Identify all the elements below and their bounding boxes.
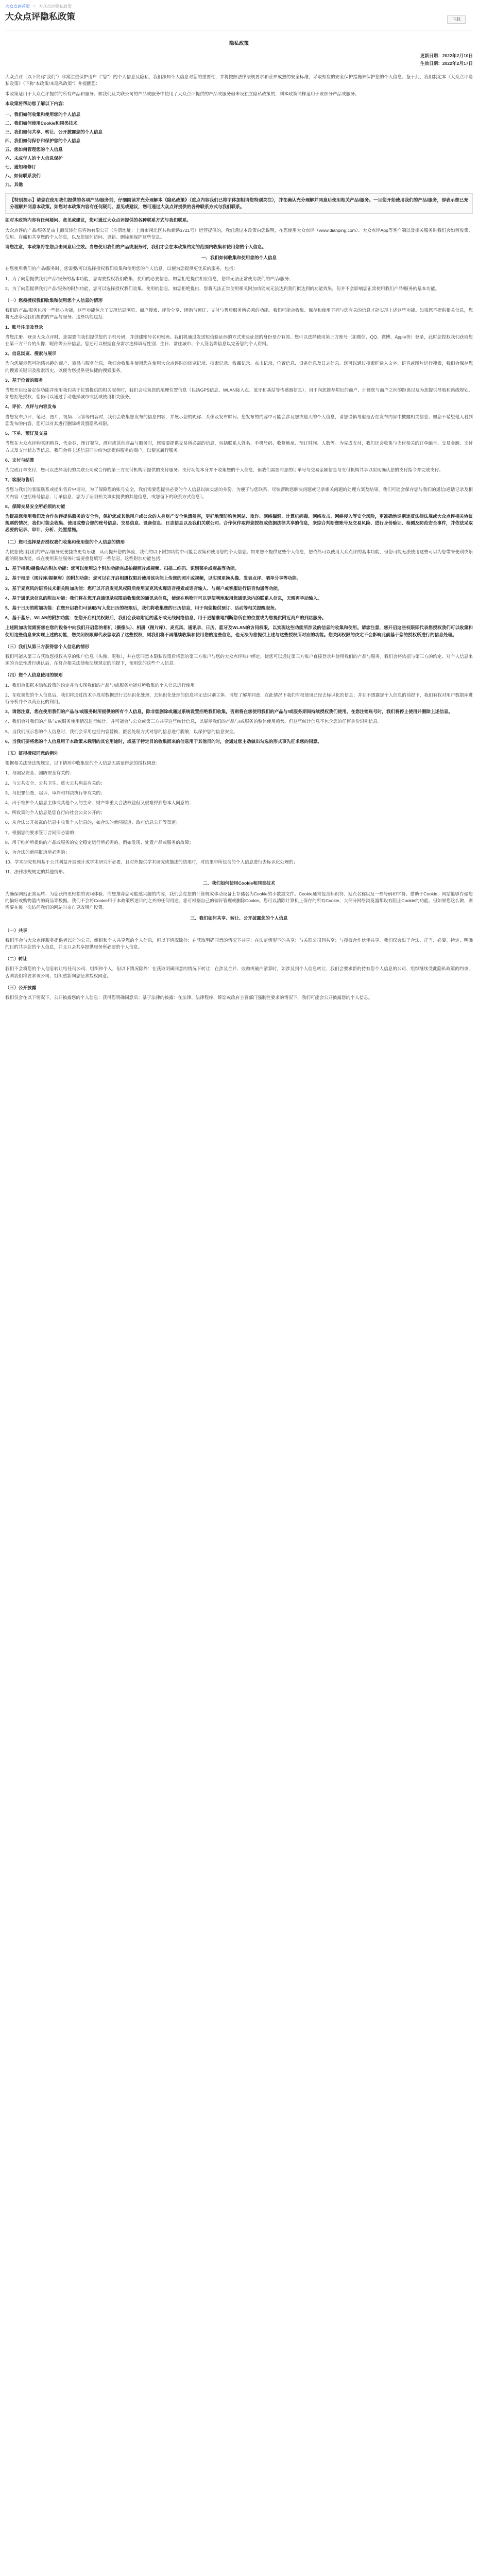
subsection-title: （四）您个人信息使用的规则	[5, 672, 63, 678]
section-text: 我们不会将您的个人信息转让给任何公司、组织和个人，但以下情况除外：在获取明确同意的情况下转让；在涉及合并、收购或破产清算时，如涉及到个人信息转让，我们会要求新的持有您个人信息的公司、组织继续受此隐私政策的约束，否则我们将要求该公司、组织重新向您征求授权同意。	[5, 966, 473, 978]
update-date: 更新日期：2022年2月10日	[420, 53, 473, 59]
policy-dates	[5, 52, 473, 67]
subsection-title: （二）转让	[5, 956, 27, 962]
table-of-contents	[5, 110, 473, 189]
notice-contact-paragraph: 如对本政策内容有任何疑问、意见或建议，您可通过大众点评提供的各种联系方式与我们联系。	[5, 217, 191, 223]
list-item: 6、基于蓝牙、WLAN的附加功能：在您开启相关权限后，我们会获取附近的蓝牙或无线网络信息，用于更精准地判断您所在的位置或为您提供附近商户的到店服务。	[5, 615, 327, 621]
toc-item[interactable]: 六、未成年人的个人信息保护	[5, 156, 63, 161]
permission-note: 上述附加功能需要您在您的设备中向我们开启您的相机（摄像头）、相册（图片库）、麦克风、通讯录、日历、蓝牙及WLAN的访问权限，以实现这些功能所涉及的信息的收集和使用。请您注意，您开启这些权限即代表您授权我们可以收集和使用这些信息来实现上述的功能，您关闭权限即代表您取消了这些授权，则我们将不再继续收集和使用您的这些信息，也无法为您提供上述与这些授权所对应的功能。您关闭权限的决定不会影响此前基于您的授权所进行的信息处理。	[5, 625, 473, 637]
breadcrumb-home-link[interactable]: 大众点评首页	[5, 4, 30, 9]
intro-paragraph: 本政策适用于大众点评提供的所有产品和服务。如我们及关联公司的产品或服务中使用了大众点评提供的产品或服务但未设独立隐私政策的，则本政策同样适用于该部分产品或服务。	[5, 91, 360, 96]
item-text: 为向您展示您可能感兴趣的商户、商品与服务信息，我们会收集并使用您在使用大众点评时的浏览记录、搜索记录、收藏记录、点击记录、位置信息、设备信息及日志信息。您可以通过搜索框输入文字、语音或图片进行搜索，我们会保存您的搜索关键词及搜索历史，以便为您提供更快捷的搜索服务。	[5, 361, 473, 373]
list-item: 3、与犯罪侦查、起诉、审判和判决执行等有关的；	[5, 790, 105, 795]
toc-item[interactable]: 八、如何联系我们	[5, 173, 41, 179]
list-item: 4、我们会对我们的产品与/或服务使用情况进行统计，并可能会与公众或第三方共享这些统计信息，以展示我们的产品与/或服务的整体使用趋势。但这些统计信息不包含您的任何身份识别信息。	[5, 719, 382, 724]
breadcrumb	[5, 3, 74, 10]
item-text: 当您注册、登录大众点评时，您需要向我们提供您的手机号码，并创建账号名和密码。我们将通过发送短信验证码的方式来验证您的身份是否有效。您可以选择使用第三方账号（如微信、QQ、微博、Apple等）登录，此时您授权我们获取您在第三方平台的头像、昵称等公开信息。您还可以根据自身需求选择填写性别、生日、常住城市、个人签名等信息以完善您的个人资料。	[5, 334, 473, 347]
list-item: 7、根据您的要求签订合同所必需的；	[5, 829, 79, 835]
subsection-text: 我们可能从第三方获取您授权共享的账户信息（头像、昵称），并在您同意本隐私政策后将您的第三方账户与您的大众点评账户绑定，使您可以通过第三方账户直接登录并使用我们的产品与服务。我们会将依据与第三方的约定、对个人信息来源的合法性进行确认后，在符合相关法律和法规规定的前提下，使用您的这些个人信息。	[5, 653, 473, 666]
list-item: 1、为了向您提供我们产品/服务的基本功能，您需要授权我们收集、使用的必要信息。如您拒绝提供相应信息，您将无法正常使用我们的产品/服务；	[5, 276, 294, 281]
subsection-title: （二）您可选择是否授权我们收集和使用您的个人信息的情形	[5, 539, 125, 545]
list-item: 5、基于日历的附加功能：在您开启我们可读取/写入您日历的权限后，我们将收集您的日历信息，用于向您提供预订、活动等相关提醒服务。	[5, 605, 279, 611]
list-item: 3、请您注意，您在使用我们的产品与/或服务时所提供的所有个人信息，除非您删除或通过系统设置拒绝我们收集，否则将在您使用我们的产品与/或服务期间持续授权我们使用。在您注销账号时，我们将停止使用并删除上述信息。	[5, 709, 453, 715]
list-item: 4、基于通讯录信息的附加功能：我们将在您开启通讯录权限后收集您的通讯录信息，使您在购物时可以更便利地取用您通讯录内的联系人信息，无需再手动输入。	[5, 595, 322, 601]
agreement-paragraph: 请您注意，本政策将在您点击同意后生效。当您使用我们的产品或服务时，我们才会在本政策约定的范围内收集和使用您的个人信息。	[5, 244, 267, 250]
toc-item[interactable]: 五、您如何管理您的个人信息	[5, 147, 63, 152]
company-paragraph: 大众点评的产品/服务是由上海汉涛信息咨询有限公司（注册地址：上海市闸北区共和新路1721号）运营提供的，我们通过本政策向您说明，在您使用大众点评（www.dianping.com）、大众点评App等客户端以及相关服务时我们会如何收集、使用、存储和共享您的个人信息，以及您如何访问、更新、删除和保护这些信息。	[5, 227, 473, 240]
subsection-text: 根据相关法律法规规定，以下情形中收集您的个人信息无需征得您的授权同意：	[5, 760, 160, 766]
toc-item[interactable]: 四、我们如何保存和保护您的个人信息	[5, 138, 81, 144]
toc-item[interactable]: 三、我们如何共享、转让、公开披露您的个人信息	[5, 129, 103, 135]
download-button[interactable]: 下载	[447, 15, 466, 24]
list-item: 4、出于维护个人信息主体或其他个人的生命、财产等重大合法权益但又很难得到您本人同意的；	[5, 800, 194, 806]
subsection-title: （一）您须授权我们收集和使用您个人信息的情形	[5, 298, 103, 303]
section-title: 二、我们如何使用Cookie和同类技术	[202, 880, 276, 886]
list-item: 2、在收集您的个人信息后，我们将通过技术手段对数据进行去标识化处理，去标识化处理的信息将无法识别主体。请您了解并同意，在此情况下我们有权使用已经去标识化的信息；并在不透露您个人信息的前提下，我们有权对用户数据库进行分析并予以商业化的利用。	[5, 692, 473, 704]
subsection-title: （三）公开披露	[5, 985, 37, 990]
intro-paragraph: 本政策将帮助您了解以下内容：	[5, 100, 67, 106]
special-notice: 【特别提示】请您在使用我们提供的各项产品/服务前，仔细阅读并充分理解本《隐私政策》（重点内容我们已将字体加粗请您特别关注），并在确认充分理解并同意后使用相关产品/服务。一旦您开始使用我们的产品/服务，即表示您已充分理解并同意本政策。如您对本政策内容有任何疑问、意见或建议，您可通过大众点评提供的各种联系方式与我们联系。	[5, 193, 473, 214]
list-item: 2、与公共安全、公共卫生、重大公共利益有关的；	[5, 780, 105, 786]
page-title: 大众点评隐私政策	[5, 12, 75, 22]
list-item: 1、我们会根据本隐私政策的约定并为实现我们的产品与/或服务功能对所收集的个人信息进行使用。	[5, 682, 199, 688]
list-item: 11、法律法规规定的其他情形。	[5, 869, 67, 875]
policy-heading: 隐私政策	[229, 41, 249, 46]
section-text: 为确保网站正常运转、为您获得更轻松的访问体验、向您推荐您可能感兴趣的内容，我们会在您的计算机或移动设备上存储名为Cookie的小数据文件。Cookie通常包含标识符、站点名称以及一些号码和字符。借助于Cookie，网站能够存储您的偏好或购物篮内的商品等数据。我们不会将Cookie用于本政策所述目的之外的任何用途。您可根据自己的偏好管理或删除Cookie。您可以清除计算机上保存的所有Cookie，大部分网络浏览器都设有阻止Cookie的功能。但如果您这么做，则需要在每一次访问我们的网站时亲自更改用户设置。	[5, 891, 473, 910]
item-title: 4、评价、点评与内容发布	[5, 404, 57, 410]
list-item: 1、基于相机/摄像头的附加功能：您可以使用这个附加功能完成拍摄照片或视频、扫描二维码、识别菜单或商品等功能。	[5, 566, 240, 571]
breadcrumb-separator: >	[33, 4, 36, 9]
subsection-text: 为使您使用我们的产品/服务更便捷或更有乐趣，从而提升您的体验，我们的以下附加功能中可能会收集和使用您的个人信息。如果您不提供这些个人信息，您依然可以使用大众点评的基本功能，但您可能无法使用这些可以为您带来便利或乐趣的附加功能，或在使用某些服务时需要重复填写一些信息。这些附加功能包括：	[5, 549, 473, 561]
subsection-title: （五）征得授权同意的例外	[5, 751, 59, 756]
subsection-text: 我们的产品/服务包括一些核心功能，这些功能包含了实现信息浏览、商户搜索、评价分享、团购与预订、支付与售后服务所必须的功能。我们可能会收集、保存和使用下列与您有关的信息才能实现上述这些功能。如果您不提供相关信息，您将无法享受我们提供的产品与服务。这些功能包括：	[5, 308, 473, 320]
intro-paragraph: 大众点评（以下简称“我们”）非常注重保护用户（“您”）的个人信息及隐私，我们深知个人信息对您的重要性，并将按照法律法规要求和业界成熟的安全标准，采取相应的安全保护措施来保护您的个人信息。鉴于此，我们制定本《大众点评隐私政策》（下称“本政策/本隐私政策”）并提醒您：	[5, 74, 473, 87]
toc-item[interactable]: 七、通知和修订	[5, 164, 37, 170]
policy-content	[5, 40, 473, 2576]
section-title: 一、我们如何收集和使用您的个人信息	[201, 255, 277, 261]
list-item: 8、用于维护所提供的产品或服务的安全稳定运行所必需的，例如发现、处置产品或服务的故障；	[5, 839, 194, 845]
list-item: 2、基于相册（图片库/视频库）的附加功能：您可以在开启相册权限后使用该功能上传您的照片或视频，以实现更换头像、发表点评、晒单分享等功能。	[5, 575, 301, 581]
toc-item[interactable]: 一、我们如何收集和使用您的个人信息	[5, 112, 81, 117]
toc-item[interactable]: 二、我们如何使用Cookie和同类技术	[5, 121, 78, 126]
list-item: 5、当我们展示您的个人信息时，我们会采用包括内容替换、匿名处理方式对您的信息进行脱敏，以保护您的信息安全。	[5, 728, 238, 734]
subsection-title: （一）共享	[5, 927, 27, 933]
item-text: 当您发布点评、笔记、图片、视频、问答等内容时，我们会收集您发布的信息内容，并展示您的昵称、头像及发布时间。您发布的内容中可能会涉及您或他人的个人信息，请您谨慎考虑是否在发布内容中披露相关信息。如您不希望他人看到您发布的内容，您可以对其进行删除或设置隐私权限。	[5, 414, 473, 426]
list-item: 1、与国家安全、国防安全有关的；	[5, 770, 74, 776]
section-intro: 在您使用我们的产品/服务时，您需要/可以选择授权我们收集和使用您的个人信息，以便为您提供更优质的服务，包括：	[5, 266, 238, 272]
effective-date: 生效日期：2022年2月17日	[420, 61, 473, 66]
item-text: 当您在大众点评购买团购券、代金券、预订餐位、酒店或其他商品与服务时，您需要提供交易所必需的信息，包括联系人姓名、手机号码、收货地址、预订时间、人数等。为完成支付，我们还会收集与支付相关的订单编号、交易金额、支付方式及支付状态等信息。我们会将上述信息同步给为您提供服务的商户，以便其履行服务。	[5, 440, 473, 453]
item-title: 3、基于位置的服务	[5, 377, 43, 383]
item-text: 当您开启设备定位功能并使用我们基于位置提供的相关服务时，我们会收集您的地理位置信息（包括GPS信息、WLAN接入点、蓝牙和基站等传感器信息），用于向您推荐附近的商户、计算您与商户之间的距离以及为您提供导航和路线规划。如您拒绝授权，您仍可以通过手动选择城市或区域使用相关服务。	[5, 387, 473, 400]
breadcrumb-current: 大众点评隐私政策	[39, 4, 72, 9]
list-item: 6、当我们要将您的个人信息用于本政策未载明的其它用途时，或基于特定目的收集而来的信息用于其他目的时，会通过您主动做出勾选的形式事先征求您的同意。	[5, 738, 322, 744]
item-text: 当您与我们的客服联系或提出售后申请时，为了保障您的账号安全，我们需要您提供必要的个人信息以核实您的身份。为便于与您联系、尽快帮助您解决问题或记录相关问题的处理方案及结果，我们可能会保存您与我们的通信/通话记录及相关内容（包括账号信息、订单信息、您为了证明相关事实提供的其他信息，或您留下的联系方式信息）。	[5, 487, 473, 499]
item-title: 6、支付与结算	[5, 457, 35, 463]
list-item: 6、从合法公开披露的信息中收集个人信息的，如合法的新闻报道、政府信息公开等渠道；	[5, 820, 180, 825]
toc-item[interactable]: 九、其他	[5, 182, 23, 188]
item-text: 为完成订单支付，您可以选择我们的关联公司或合作的第三方支付机构所提供的支付服务。支付功能本身并不收集您的个人信息，但我们需要将您的订单号与交易金额信息与支付机构共享以实现确认您的支付指令并完成支付。	[5, 467, 443, 472]
item-text: 为提高您使用我们及合作伙伴提供服务的安全性，保护您或其他用户或公众的人身财产安全免遭侵害，更好地预防钓鱼网站、欺诈、网络漏洞、计算机病毒、网络攻击、网络侵入等安全风险，更准确地识别违反法律法规或大众点评相关协议规则的情况，我们可能会收集、使用或整合您的账号信息、交易信息、设备信息、日志信息以及我们关联公司、合作伙伴取得您授权或依据法律共享的信息，来综合判断您账号及交易风险、进行身份验证、检测及防范安全事件，并依法采取必要的记录、审计、分析、处置措施。	[5, 513, 473, 533]
list-item: 3、基于麦克风的语音技术相关附加功能：您可以开启麦克风权限后使用麦克风实现语音搜索或语音输入、与商户或客服进行语音沟通等功能。	[5, 585, 282, 591]
subsection-title: （三）我们从第三方获得您个人信息的情形	[5, 643, 90, 649]
item-title: 5、下单、预订及交易	[5, 431, 48, 436]
item-title: 8、保障交易安全所必须的功能	[5, 503, 65, 509]
list-item: 2、为了向您提供我们产品/服务的附加功能，您可以选择授权我们收集、使用的信息。如您拒绝提供，您将无法正常使用相关附加功能或无法达到我们拟达到的功能效果，但并不会影响您正常使用我们产品/服务的基本功能。	[5, 285, 440, 291]
item-title: 7、客服与售后	[5, 477, 35, 483]
item-title: 2、信息浏览、搜索与展示	[5, 351, 57, 357]
section-text: 我们不会与大众点评服务提供者以外的公司、组织和个人共享您的个人信息，但以下情况除外：在获取明确同意的情况下共享；在法定情形下的共享；与关联公司间共享；与授权合作伙伴共享。我们仅会出于合法、正当、必要、特定、明确的目的共享您的个人信息，并且只会共享提供服务所必要的个人信息。	[5, 937, 473, 950]
section-text: 我们仅会在以下情况下，公开披露您的个人信息：获得您明确同意后；基于法律的披露：在法律、法律程序、诉讼或政府主管部门强制性要求的情况下，我们可能会公开披露您的个人信息。	[5, 995, 373, 1001]
item-title: 1、账号注册及登录	[5, 324, 43, 330]
list-item: 5、所收集的个人信息是您自行向社会公众公开的；	[5, 810, 105, 816]
list-item: 9、为合法的新闻报道所必需的；	[5, 850, 70, 855]
section-title: 三、我们如何共享、转让、公开披露您的个人信息	[190, 916, 288, 921]
list-item: 10、学术研究机构基于公共利益开展统计或学术研究所必要，且对外提供学术研究或描述的结果时，对结果中所包含的个人信息进行去标识化处理的；	[5, 859, 298, 865]
